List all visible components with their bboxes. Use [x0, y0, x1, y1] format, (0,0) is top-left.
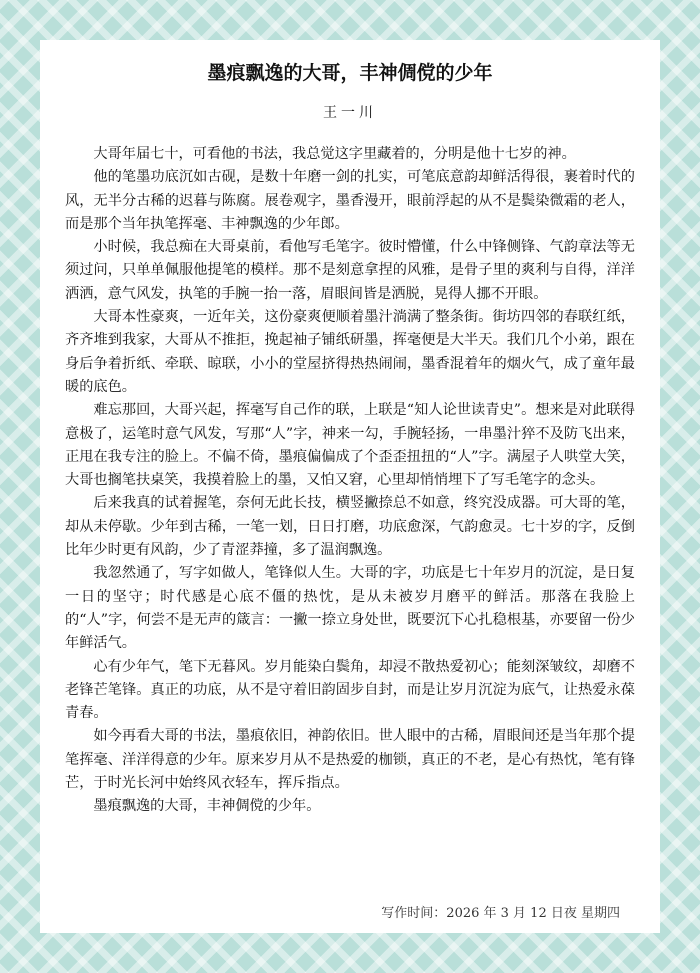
paragraph: 大哥年届七十，可看他的书法，我总觉这字里藏着的，分明是他十七岁的神。: [93, 146, 576, 162]
writing-date: 写作时间：2026 年 3 月 12 日夜 星期四: [381, 906, 620, 921]
paragraph: 心有少年气，笔下无暮风。岁月能染白鬓角，却浸不散热爱初心；能刻深皱纹，却磨不老锋芒笔锋。真正的功底，从不是守着旧韵固步自封，而是让岁月沉淀为底气，让热爱永葆青春。: [65, 658, 635, 722]
author-name: 王一川: [323, 105, 377, 121]
paragraph: 我忽然通了，写字如做人，笔锋似人生。大哥的字，功底是七十年岁月的沉淀，是日复一日的坚守；时代感是心底不僵的热忱，是从未被岁月磨平的鲜活。那落在我脸上的“人”字，何尝不是无声的箴言：一撇一捺立身处世，既要沉下心扎稳根基，亦要留一份少年鲜活气。: [65, 565, 635, 652]
paragraph: 如今再看大哥的书法，墨痕依旧，神韵依旧。世人眼中的古稀，眉眼间还是当年那个提笔挥毫、洋洋得意的少年。原来岁月从不是热爱的枷锁，真正的不老，是心有热忱，笔有锋芒，于时光长河中始终风衣轻车，挥斥指点。: [65, 728, 635, 792]
paragraph: 大哥本性豪爽，一近年关，这份豪爽便顺着墨汁淌满了整条街。街坊四邻的春联红纸，齐齐堆到我家，大哥从不推拒，挽起袖子铺纸研墨，挥毫便是大半天。我们几个小弟，跟在身后争着折纸、牵联、晾联，小小的堂屋挤得热热闹闹，墨香混着年的烟火气，成了童年最暖的底色。: [65, 309, 635, 395]
paragraph: 小时候，我总痴在大哥桌前，看他写毛笔字。彼时懵懂，什么中锋侧锋、气韵章法等无须过问，只单单佩服他提笔的模样。那不是刻意拿捏的风雅，是骨子里的爽利与自得，洋洋洒洒，意气风发，执笔的手腕一抬一落，眉眼间皆是洒脱，晃得人挪不开眼。: [65, 239, 635, 302]
article-body: [65, 143, 635, 819]
paragraph: 后来我真的试着握笔，奈何无此长技，横竖撇捺总不如意，终究没成器。可大哥的笔，却从未停歇。少年到古稀，一笔一划，日日打磨，功底愈深，气韵愈灵。七十岁的字，反倒比年少时更有风韵，少了青涩莽撞，多了温润飘逸。: [65, 495, 635, 559]
article-title: 墨痕飘逸的大哥，丰神倜傥的少年: [207, 62, 493, 84]
paragraph: 墨痕飘逸的大哥，丰神倜傥的少年。: [93, 798, 321, 815]
paragraph: 他的笔墨功底沉如古砚，是数十年磨一剑的扎实，可笔底意韵却鲜活得很，裹着时代的风，无半分古稀的迟暮与陈腐。展卷观字，墨香漫开，眼前浮起的从不是鬓染微霜的老人，而是那个当年执笔挥毫、丰神飘逸的少年郎。: [65, 169, 635, 232]
paragraph: 难忘那回，大哥兴起，挥毫写自己作的联，上联是“知人论世读青史”。想来是对此联得意极了，运笔时意气风发，写那“人”字，神来一勾，手腕轻扬，一串墨汁猝不及防飞出来，正甩在我专注的脸上。不偏不倚，墨痕偏偏成了个歪歪扭扭的“人”字。满屋子人哄堂大笑，大哥也搁笔扶桌笑，我摸着脸上的墨，又怕又窘，心里却悄悄埋下了写毛笔字的念头。: [65, 402, 635, 489]
article-sheet: [40, 40, 660, 933]
